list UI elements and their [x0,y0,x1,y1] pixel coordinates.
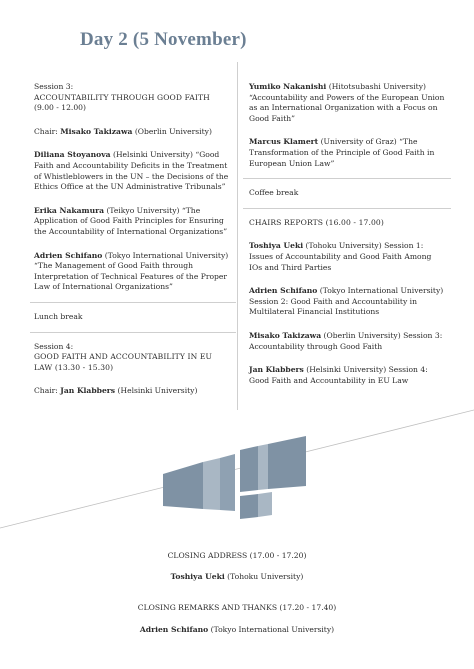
report-text: (Oberlin University) Session 3: Accountability through Good Faith [249,330,443,351]
speaker-name: Adrien Schifano [34,250,103,260]
divider [243,178,451,179]
shape-panel-left [163,462,203,509]
right-column [249,82,445,386]
shape-panel-left-right [220,454,235,511]
talk-text: (Teikyo University) “The Application of Good Faith Principles for Ensuring the Accountability of International Organizations” [34,205,228,236]
talk-text: (Helsinki University) “Good Faith and Accountability Deficits in the Treatment of Whistleblowers in the UN – the Decisions of the Ethics Office at the UN Administrative Tribunals” [34,150,229,192]
coffee-break: Coffee break [249,188,299,198]
shape-panel-right [240,446,258,492]
shape-panel-right-far [268,436,306,489]
session-3-header [34,82,230,114]
session-4-header [34,342,230,374]
chair-line: Chair: Jan Klabbers (Helsinki University) [34,386,198,396]
report-item [249,241,445,273]
shape-block-small [240,494,258,519]
speaker-name: Marcus Klamert [249,137,319,147]
chair-line: Chair: Misako Takizawa (Oberlin University) [34,126,212,136]
chair-name: Jan Klabbers [60,386,116,396]
speaker-name: Toshiya Ueki [170,572,225,581]
divider [243,208,451,209]
report-item [249,365,445,386]
speaker-name: Adrien Schifano [139,625,209,634]
report-item [249,286,445,318]
talk-item [34,206,230,238]
shape-panel-left-mid [203,458,220,510]
talk-item [249,82,445,124]
left-column [34,82,230,397]
speaker-name: Jan Klabbers [249,365,304,375]
speaker-name: Misako Takizawa [249,330,322,340]
chair-name: Misako Takizawa [60,126,133,136]
column-divider [237,62,238,410]
lunch-break: Lunch break [34,311,83,321]
shape-panel-right-mid [258,444,268,490]
page-title: Day 2 (5 November) [80,29,247,50]
shape-block-small-right [258,492,272,517]
talk-text: (University of Graz) “The Transformation of the Principle of Good Faith in European Union Law” [249,137,435,168]
speaker-name: Diliana Stoyanova [34,150,111,160]
talk-item [34,150,230,192]
speaker-name: Toshiya Ueki [249,241,304,251]
report-item [249,331,445,352]
divider [30,302,236,303]
talk-item [249,137,445,169]
closing-address-speaker: Toshiya Ueki (Tohoku University) [170,572,304,581]
talk-text: (Tokyo International University) “The Management of Good Faith through Interpretation of Technical Features of the Proper Law of International Organizations” [34,250,229,292]
closing-remarks-heading: CLOSING REMARKS AND THANKS (17.20 - 17.40) [137,603,337,612]
speaker-name: Yumiko Nakanishi [249,82,327,91]
chairs-reports-heading: CHAIRS REPORTS (16.00 - 17.00) [249,217,384,227]
report-text: (Helsinki University) Session 4: Good Faith and Accountability in EU Law [249,365,428,385]
closing-address-heading: CLOSING ADDRESS (17.00 - 17.20) [167,551,307,560]
session-title: GOOD FAITH AND ACCOUNTABILITY IN EU LAW (13.30 - 15.30) [34,352,212,372]
speaker-name: Adrien Schifano [249,286,318,296]
talk-item [34,251,230,293]
report-text: (Tohoku University) Session 1: Issues of Accountability and Good Faith Among IOs and Third Parties [249,241,432,272]
talk-text: (Hitotsubashi University) “Accountability and Powers of the European Union as an International Organization with a Focus on Good Faith” [249,82,445,123]
report-text: (Tokyo International University) Session 2: Good Faith and Accountability in Multilateral Financial Institutions [249,286,444,317]
session-title: ACCOUNTABILITY THROUGH GOOD FAITH [34,92,210,102]
session-time: (9.00 - 12.00) [34,103,86,113]
closing-remarks-speaker: Adrien Schifano (Tokyo International University) [139,625,335,634]
session-label: Session 4: [34,341,74,351]
session-label: Session 3: [34,82,74,91]
speaker-name: Erika Nakamura [34,205,105,215]
diagonal-rule [0,410,474,528]
divider [30,332,236,333]
